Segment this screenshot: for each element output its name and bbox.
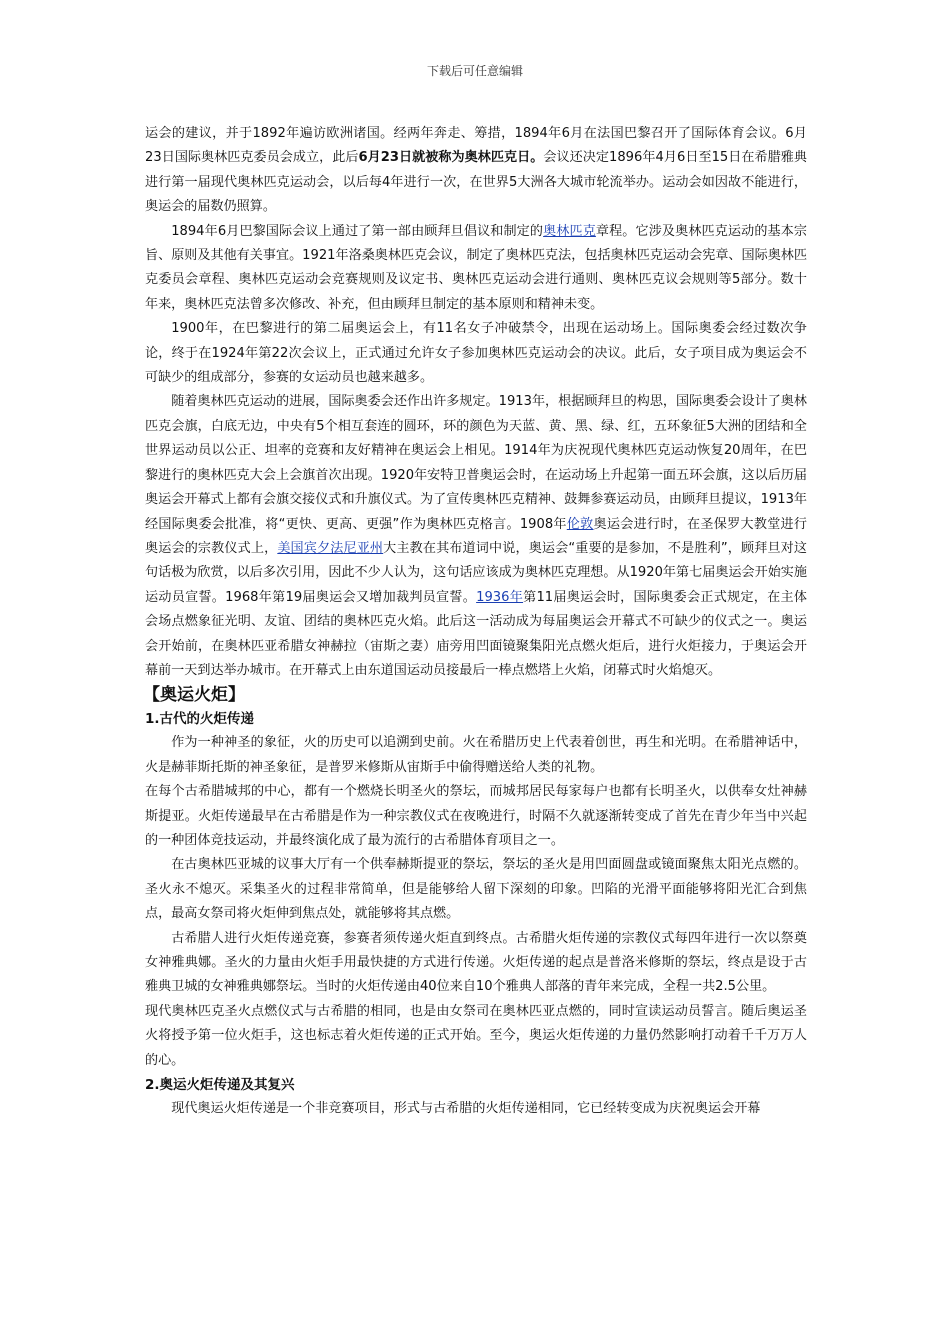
link-pennsylvania[interactable]: 美国宾夕法尼亚州 [277, 540, 384, 556]
p1-text-a: 运会的建议，并于1892年遍访欧洲诸国。经两年奔走、筹措，1894年6月在法国巴黎召开了国际体育会议。6月23日国际奥林匹克委员会成立，此后 [145, 126, 807, 166]
paragraph-3: 1900年，在巴黎进行的第二届奥运会上，有11名女子冲破禁令，出现在运动场上。国际奥委会经过数次争论，终于在1924年第22次会议上，正式通过允许女子参加奥林匹克运动会的决议。此后，女子项目成为奥运会不可缺少的组成部分，参赛的女运动员也越来越多。 [145, 321, 807, 386]
paragraph-7: 在古奥林匹亚城的议事大厅有一个供奉赫斯提亚的祭坛，祭坛的圣火是用凹面圆盘或镜面聚焦太阳光点燃的。圣火永不熄灭。采集圣火的过程非常简单，但是能够给人留下深刻的印象。凹陷的光滑平面能够将阳光汇合到焦点，最高女祭司将火炬伸到焦点处，就能够将其点燃。 [145, 857, 807, 922]
paragraph-4 [145, 390, 807, 683]
paragraph-5: 作为一种神圣的象征，火的历史可以追溯到史前。火在希腊历史上代表着创世，再生和光明。在希腊神话中，火是赫菲斯托斯的神圣象征，是普罗米修斯从宙斯手中偷得赠送给人类的礼物。 [145, 735, 807, 775]
p2-text-a: 1894年6月巴黎国际会议上通过了第一部由顾拜旦倡议和制定的 [171, 223, 544, 239]
p2-text-b: 章程。它涉及奥林匹克运动的基本宗旨、原则及其他有关事宜。1921年洛桑奥林匹克会议，制定了奥林匹克法，包括奥林匹克运动会宪章、国际奥林匹克委员会章程、奥林匹克运动会竞赛规则及议定书、奥林匹克运动会进行通则、奥林匹克议会规则等5部分。数十年来，奥林匹克法曾多次修改、补充，但由顾拜旦制定的基本原则和精神未变。 [145, 223, 808, 312]
paragraph-10: 现代奥运火炬传递是一个非竞赛项目，形式与古希腊的火炬传递相同，它已经转变成为庆祝奥运会开幕 [171, 1101, 761, 1117]
p1-bold-text: 6月23日就被称为奥林匹克日。 [358, 150, 544, 166]
link-1936[interactable]: 1936年 [476, 589, 524, 605]
paragraph-2 [145, 220, 807, 318]
p4-text-a: 随着奥林匹克运动的进展，国际奥委会还作出许多规定。1913年，根据顾拜旦的构思，国际奥委会设计了奥林匹克会旗，白底无边，中央有5个相互套连的圆环，环的颜色为天蓝、黄、黑、绿、红，五环象征5大洲的团结和全世界运动员以公正、坦率的竞赛和友好精神在奥运会上相见。1914年为庆祝现代奥林匹克运动恢复20周年，在巴黎进行的奥林匹克大会上会旗首次出现。1920年安特卫普奥运会时，在运动场上升起第一面五环会旗，这以后历届奥运会开幕式上都有会旗交接仪式和升旗仪式。为了宣传奥林匹克精神、鼓舞参赛运动员，由顾拜旦提议，1913年经国际奥委会批准，将“更快、更高、更强”作为奥林匹克格言。1908年 [145, 394, 807, 532]
section-title-olympic-torch: 【奥运火炬】 [143, 685, 245, 706]
paragraph-6: 在每个古希腊城邦的中心，都有一个燃烧长明圣火的祭坛，而城邦居民每家每户也都有长明圣火，以供奉女灶神赫斯提亚。火炬传递最早在古希腊是作为一种宗教仪式在夜晚进行，时隔不久就逐渐转变成了首先在青少年当中兴起的一种团体竞技运动，并最终演化成了最为流行的古希腊体育项目之一。 [145, 784, 807, 848]
paragraph-9: 现代奥林匹克圣火点燃仪式与古希腊的相同，也是由女祭司在奥林匹亚点燃的，同时宣读运动员誓言。随后奥运圣火将授予第一位火炬手，这也标志着火炬传递的正式开始。至今，奥运火炬传递的力量仍然影响打动着千千万万人的心。 [145, 1003, 807, 1068]
p4-text-c: 大主教在其布道词中说，奥运会“重要的是参加，不是胜利”，顾拜旦对这句话极为欣赏，以后多次引用，因此不少人认为，这句话应该成为奥林匹克理想。从1920年第七届奥运会开始实施运动员宣誓。1968年第19届奥运会又增加裁判员宣誓。 [145, 540, 807, 605]
link-london[interactable]: 伦敦 [566, 516, 594, 532]
p1-text-b: 会议还决定1896年4月6日至15日在希腊雅典进行第一届现代奥林匹克运动会，以后每4年进行一次，在世界5大洲各大城市轮流举办。运动会如因故不能进行，奥运会的届数仍照算。 [145, 150, 807, 215]
p4-text-b: 奥运会进行时，在圣保罗大教堂进行奥运会的宗教仪式上， [145, 516, 808, 556]
page-header: 下载后可任意编辑 [426, 64, 523, 78]
p4-text-d: 第11届奥运会时，国际奥委会正式规定，在主体会场点燃象征光明、友谊、团结的奥林匹克火焰。此后这一活动成为每届奥运会开幕式不可缺少的仪式之一。奥运会开始前，在奥林匹亚希腊女神赫拉（宙斯之妻）庙旁用凹面镜聚集阳光点燃火炬后，进行火炬接力，于奥运会开幕前一天到达举办城市。在开幕式上由东道国运动员接最后一棒点燃塔上火焰，闭幕式时火焰熄灭。 [145, 589, 807, 678]
subsection-title-ancient-torch: 1.古代的火炬传递 [145, 711, 255, 728]
subsection-title-torch-revival: 2.奥运火炬传递及其复兴 [145, 1077, 295, 1094]
link-olympic[interactable]: 奥林匹克 [543, 223, 596, 239]
document-body [145, 122, 807, 1121]
paragraph-8: 古希腊人进行火炬传递竞赛，参赛者须传递火炬直到终点。古希腊火炬传递的宗教仪式每四年进行一次以祭奠女神雅典娜。圣火的力量由火炬手用最快捷的方式进行传递。火炬传递的起点是普洛米修斯的祭坛，终点是设于古雅典卫城的女神雅典娜祭坛。当时的火炬传递由40位来自10个雅典人部落的青年来完成，全程一共2.5公里。 [145, 930, 807, 995]
paragraph-1 [145, 122, 807, 220]
